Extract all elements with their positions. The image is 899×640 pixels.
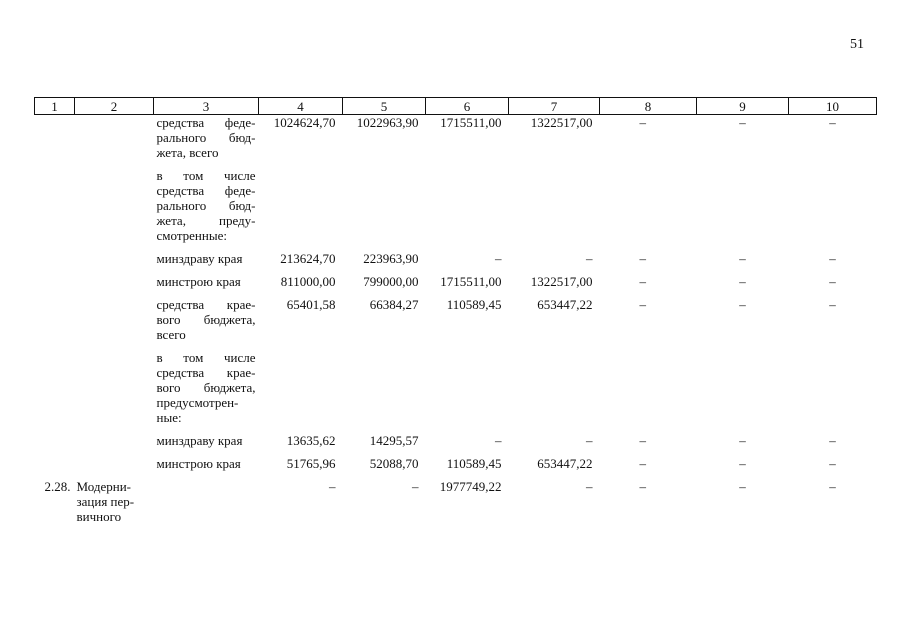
funding-source-cell: средства крае-вого бюджета, всего	[156, 297, 256, 342]
value-col6-cell: 1977749,22	[439, 479, 502, 494]
value-col8-cell: –	[639, 297, 646, 312]
value-col4-cell: 811000,00	[280, 274, 336, 289]
value-col6-cell: –	[495, 433, 502, 448]
item-name-cell	[75, 251, 154, 274]
value-col6-cell: –	[495, 251, 502, 266]
value-col5-cell: 66384,27	[369, 297, 419, 312]
table-row	[35, 251, 877, 274]
table-row	[35, 168, 877, 251]
value-col4-cell: –	[329, 479, 336, 494]
value-col8-cell	[600, 350, 697, 433]
table-row	[35, 433, 877, 456]
row-number-cell	[35, 350, 75, 433]
value-col6-cell: 1715511,00	[440, 274, 502, 289]
table-row	[35, 479, 877, 532]
page-number: 51	[850, 37, 864, 52]
value-col8-cell: –	[639, 479, 646, 494]
value-col8-cell	[600, 168, 697, 251]
value-col9-cell: –	[739, 433, 746, 448]
item-name-cell	[75, 297, 154, 350]
value-col7-cell: 653447,22	[537, 456, 593, 471]
table-row	[35, 456, 877, 479]
funding-source-cell	[154, 479, 259, 532]
funding-source-cell: средства феде-рального бюд-жета, всего	[156, 115, 256, 160]
table-row	[35, 115, 877, 169]
row-number-cell	[35, 115, 75, 169]
value-col10-cell: –	[829, 251, 836, 266]
value-col5-cell: 223963,90	[363, 251, 419, 266]
value-col4-cell: 51765,96	[286, 456, 336, 471]
row-number-cell	[35, 274, 75, 297]
funding-source-cell: в том числе средства феде-рального бюд-жета, преду-смотренные:	[156, 168, 256, 243]
value-col5-cell	[343, 350, 426, 433]
table-row	[35, 350, 877, 433]
item-name-cell	[75, 350, 154, 433]
value-col10-cell: –	[829, 456, 836, 471]
value-col5-cell	[343, 168, 426, 251]
value-col5-cell: 52088,70	[369, 456, 419, 471]
funding-source-cell: минстрою края	[156, 456, 241, 471]
item-name-cell	[75, 274, 154, 297]
value-col5-cell: 14295,57	[369, 433, 419, 448]
column-header: 7	[509, 98, 600, 115]
value-col9-cell: –	[739, 274, 746, 289]
item-name-cell	[75, 168, 154, 251]
column-header: 4	[259, 98, 343, 115]
value-col6-cell: 110589,45	[446, 297, 502, 312]
value-col8-cell: –	[639, 251, 646, 266]
value-col7-cell: –	[586, 433, 593, 448]
row-number-cell	[35, 251, 75, 274]
column-header: 1	[35, 98, 75, 115]
value-col8-cell: –	[639, 456, 646, 471]
value-col7-cell	[509, 350, 600, 433]
value-col10-cell: –	[829, 115, 836, 130]
item-name-cell	[75, 115, 154, 169]
value-col6-cell	[426, 350, 509, 433]
value-col7-cell: 1322517,00	[530, 115, 593, 130]
row-number-cell	[35, 456, 75, 479]
funding-source-cell: минстрою края	[156, 274, 241, 289]
column-header: 2	[75, 98, 154, 115]
row-number-cell	[35, 433, 75, 456]
value-col9-cell: –	[739, 115, 746, 130]
value-col9-cell	[697, 350, 789, 433]
column-header: 3	[154, 98, 259, 115]
header-row	[35, 98, 877, 115]
value-col7-cell: 653447,22	[537, 297, 593, 312]
value-col7-cell: 1322517,00	[530, 274, 593, 289]
value-col4-cell: 213624,70	[280, 251, 336, 266]
value-col4-cell	[259, 350, 343, 433]
value-col10-cell	[789, 350, 877, 433]
row-number-cell	[35, 168, 75, 251]
value-col6-cell: 1715511,00	[440, 115, 502, 130]
value-col9-cell: –	[739, 251, 746, 266]
item-name-cell	[75, 456, 154, 479]
column-header: 6	[426, 98, 509, 115]
table-header	[35, 98, 877, 115]
budget-table	[34, 97, 877, 532]
table-body	[35, 115, 877, 533]
column-header: 5	[343, 98, 426, 115]
column-header: 10	[789, 98, 877, 115]
value-col9-cell: –	[739, 297, 746, 312]
value-col5-cell: 1022963,90	[356, 115, 419, 130]
value-col4-cell	[259, 168, 343, 251]
value-col9-cell	[697, 168, 789, 251]
funding-source-cell: в том числе средства крае-вого бюджета, предусмотрен-ные:	[156, 350, 256, 425]
value-col8-cell: –	[639, 115, 646, 130]
value-col8-cell: –	[639, 274, 646, 289]
value-col10-cell	[789, 168, 877, 251]
value-col7-cell: –	[586, 479, 593, 494]
value-col8-cell: –	[639, 433, 646, 448]
value-col4-cell: 13635,62	[286, 433, 336, 448]
column-header: 9	[697, 98, 789, 115]
value-col10-cell: –	[829, 274, 836, 289]
value-col6-cell: 110589,45	[446, 456, 502, 471]
value-col6-cell	[426, 168, 509, 251]
value-col10-cell: –	[829, 297, 836, 312]
item-name-cell: Модерни-зация пер-вичного	[76, 479, 135, 524]
row-number-cell: 2.28.	[44, 479, 71, 494]
value-col9-cell: –	[739, 479, 746, 494]
row-number-cell	[35, 297, 75, 350]
funding-source-cell: минздраву края	[156, 251, 243, 266]
value-col9-cell: –	[739, 456, 746, 471]
value-col4-cell: 1024624,70	[273, 115, 336, 130]
value-col5-cell: –	[412, 479, 419, 494]
item-name-cell	[75, 433, 154, 456]
value-col4-cell: 65401,58	[286, 297, 336, 312]
value-col10-cell: –	[829, 433, 836, 448]
table-row	[35, 274, 877, 297]
value-col7-cell: –	[586, 251, 593, 266]
table-row	[35, 297, 877, 350]
value-col7-cell	[509, 168, 600, 251]
column-header: 8	[600, 98, 697, 115]
value-col5-cell: 799000,00	[363, 274, 419, 289]
funding-source-cell: минздраву края	[156, 433, 243, 448]
value-col10-cell: –	[829, 479, 836, 494]
